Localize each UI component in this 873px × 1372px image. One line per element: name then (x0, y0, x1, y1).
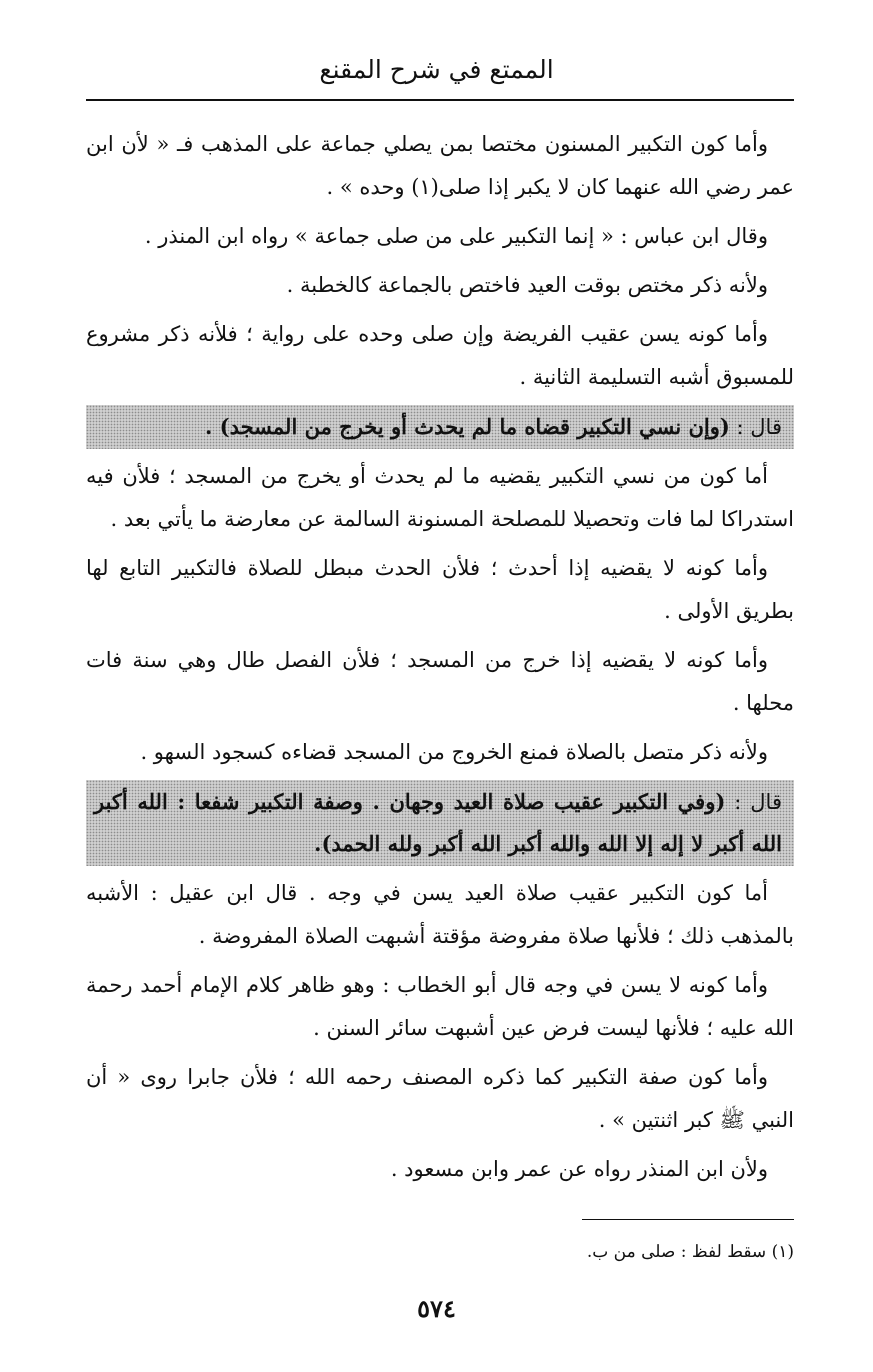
paragraph: أما كون التكبير عقيب صلاة العيد يسن في وجه . قال ابن عقيل : الأشبه بالمذهب ذلك ؛ فلأنها صلاة مفروضة مؤقتة أشبهت الصلاة المفروضة . (86, 881, 794, 948)
paragraph: وأما كونه يسن عقيب الفريضة وإن صلى وحده على رواية ؛ فلأنه ذكر مشروع للمسبوق أشبه التسليمة الثانية . (86, 322, 794, 389)
header-rule (86, 99, 794, 101)
footnote: (١) سقط لفظ : صلى من ب. (586, 1242, 794, 1262)
quoted-text-block (86, 405, 794, 449)
paragraph: وأما كون صفة التكبير كما ذكره المصنف رحمه الله ؛ فلأن جابرا روى « أن النبي ﷺ كبر اثنتين » . (86, 1065, 794, 1132)
paragraph: وأما كونه لا يسن في وجه قال أبو الخطاب : وهو ظاهر كلام الإمام أحمد رحمة الله عليه ؛ فلأنها ليست فرض عين أشبهت سائر السنن . (86, 973, 794, 1040)
paragraph: وأما كونه لا يقضيه إذا أحدث ؛ فلأن الحدث مبطل للصلاة فالتكبير التابع لها بطريق الأولى . (86, 556, 794, 623)
footnote-rule (582, 1219, 794, 1220)
paragraph: ولأن ابن المنذر رواه عن عمر وابن مسعود . (390, 1157, 768, 1181)
paragraph: ولأنه ذكر متصل بالصلاة فمنع الخروج من المسجد قضاءه كسجود السهو . (140, 740, 768, 764)
paragraph: أما كون من نسي التكبير يقضيه ما لم يحدث أو يخرج من المسجد ؛ فلأن فيه استدراكا لما فات وتحصيلا للمصلحة المسنونة السالمة عن معارضة ما يأتي بعد . (86, 464, 794, 531)
quote-label: قال : (734, 790, 782, 814)
paragraph: وأما كونه لا يقضيه إذا خرج من المسجد ؛ فلأن الفصل طال وهي سنة فات محلها . (86, 648, 794, 715)
quote-label: قال : (736, 415, 782, 439)
paragraph: وقال ابن عباس : « إنما التكبير على من صلى جماعة » رواه ابن المنذر . (144, 224, 768, 248)
quoted-text-block (86, 780, 794, 866)
paragraph: ولأنه ذكر مختص بوقت العيد فاختص بالجماعة كالخطبة . (286, 273, 768, 297)
quote-text: (وإن نسي التكبير قضاه ما لم يحدث أو يخرج من المسجد) . (205, 414, 730, 439)
quote-text: (وفي التكبير عقيب صلاة العيد وجهان . وصفة التكبير شفعا : الله أكبر الله أكبر لا إله إلا الله والله أكبر الله أكبر ولله الحمد). (94, 789, 782, 856)
running-header: الممتع في شرح المقنع (319, 55, 554, 84)
body-text (86, 123, 794, 1197)
page-number: ٥٧٤ (417, 1294, 456, 1323)
paragraph: وأما كون التكبير المسنون مختصا بمن يصلي جماعة على المذهب فـ « لأن ابن عمر رضي الله عنهما كان لا يكبر إذا صلى(١) وحده » . (86, 132, 794, 199)
